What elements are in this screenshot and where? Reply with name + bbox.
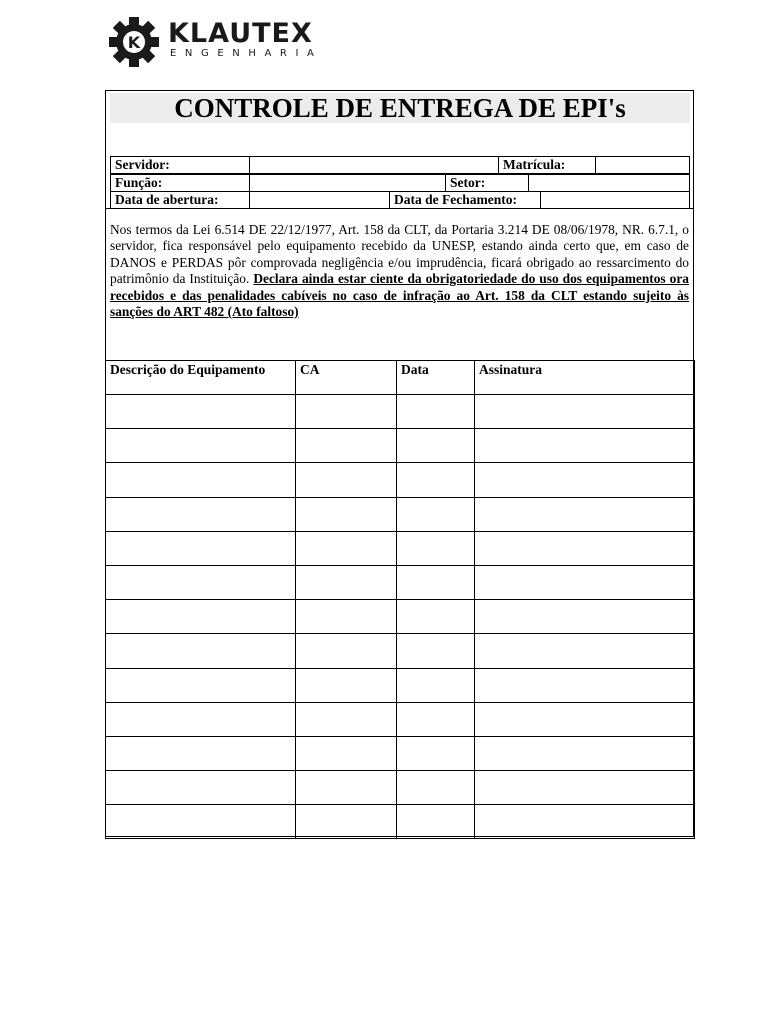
table-header-row [106,361,695,395]
ca-cell[interactable] [296,668,397,702]
section-divider [105,208,694,209]
assinatura-cell[interactable] [475,771,695,805]
table-row [106,463,695,497]
assinatura-cell[interactable] [475,395,695,429]
data-cell[interactable] [397,805,475,839]
funcao-field[interactable] [250,175,446,192]
table-row [106,702,695,736]
ca-cell[interactable] [296,702,397,736]
info-row-funcao [110,174,690,192]
assinatura-cell[interactable] [475,668,695,702]
data-cell[interactable] [397,531,475,565]
company-logo [108,14,358,66]
legal-paragraph [110,222,689,320]
header-ca: CA [296,361,397,395]
info-row-datas [110,191,690,209]
setor-label: Setor: [446,175,529,192]
table-row [106,497,695,531]
descricao-cell[interactable] [106,429,296,463]
legal-emphasis: Declara ainda estar ciente da obrigatoriedade do uso dos equipamentos ora recebidos e das penalidades cabíveis no caso de infração ao Art. 158 da CLT estando sujeito às sanções do ART 482 (Ato faltoso) [110,271,689,320]
data-cell[interactable] [397,463,475,497]
logo-name: KLAUTEX [168,18,313,49]
header-assinatura: Assinatura [475,361,695,395]
assinatura-cell[interactable] [475,805,695,839]
ca-cell[interactable] [296,600,397,634]
ca-cell[interactable] [296,531,397,565]
gear-logo-icon [108,16,160,68]
data-abertura-label: Data de abertura: [111,192,250,209]
data-cell[interactable] [397,634,475,668]
setor-field[interactable] [529,175,690,192]
assinatura-cell[interactable] [475,429,695,463]
table-row [106,771,695,805]
assinatura-cell[interactable] [475,497,695,531]
logo-subtitle: ENGENHARIA [170,48,323,59]
header-descricao: Descrição do Equipamento [106,361,296,395]
descricao-cell[interactable] [106,531,296,565]
descricao-cell[interactable] [106,463,296,497]
epi-table [105,360,695,839]
table-row [106,565,695,599]
data-cell[interactable] [397,668,475,702]
data-cell[interactable] [397,497,475,531]
data-cell[interactable] [397,702,475,736]
form-title: CONTROLE DE ENTREGA DE EPI's [174,93,626,123]
data-cell[interactable] [397,600,475,634]
table-row [106,736,695,770]
data-cell[interactable] [397,429,475,463]
data-cell[interactable] [397,771,475,805]
data-abertura-field[interactable] [250,192,390,209]
info-row-servidor [110,156,690,174]
assinatura-cell[interactable] [475,531,695,565]
assinatura-cell[interactable] [475,736,695,770]
assinatura-cell[interactable] [475,600,695,634]
ca-cell[interactable] [296,634,397,668]
ca-cell[interactable] [296,565,397,599]
table-row [106,668,695,702]
assinatura-cell[interactable] [475,463,695,497]
table-row [106,600,695,634]
descricao-cell[interactable] [106,805,296,839]
matricula-label: Matrícula: [499,157,596,174]
ca-cell[interactable] [296,736,397,770]
ca-cell[interactable] [296,805,397,839]
descricao-cell[interactable] [106,702,296,736]
table-row [106,634,695,668]
servidor-label: Servidor: [111,157,250,174]
descricao-cell[interactable] [106,600,296,634]
data-cell[interactable] [397,565,475,599]
data-fechamento-field[interactable] [541,192,690,209]
ca-cell[interactable] [296,771,397,805]
ca-cell[interactable] [296,497,397,531]
assinatura-cell[interactable] [475,702,695,736]
ca-cell[interactable] [296,429,397,463]
table-row [106,429,695,463]
assinatura-cell[interactable] [475,634,695,668]
servidor-field[interactable] [250,157,499,174]
logo-mark-letter: K [127,33,141,52]
legal-text: Nos termos da Lei 6.514 DE 22/12/1977, Art. 158 da CLT, da Portaria 3.214 DE 08/06/1978, NR. 6.7.1, o servidor, fica responsável pelo equipamento recebido da UNESP, estando ainda certo que, em caso de DANOS e PERDAS pôr comprovada negligência e/ou imprudência, ficará obrigado ao ressarcimento do patrimônio da Instituição. [110,222,689,287]
data-cell[interactable] [397,395,475,429]
table-row [106,395,695,429]
descricao-cell[interactable] [106,634,296,668]
descricao-cell[interactable] [106,736,296,770]
data-fechamento-label: Data de Fechamento: [390,192,541,209]
header-data: Data [397,361,475,395]
ca-cell[interactable] [296,395,397,429]
matricula-field[interactable] [596,157,690,174]
descricao-cell[interactable] [106,668,296,702]
table-row [106,805,695,839]
ca-cell[interactable] [296,463,397,497]
funcao-label: Função: [111,175,250,192]
descricao-cell[interactable] [106,565,296,599]
table-row [106,531,695,565]
data-cell[interactable] [397,736,475,770]
descricao-cell[interactable] [106,497,296,531]
assinatura-cell[interactable] [475,565,695,599]
descricao-cell[interactable] [106,771,296,805]
descricao-cell[interactable] [106,395,296,429]
